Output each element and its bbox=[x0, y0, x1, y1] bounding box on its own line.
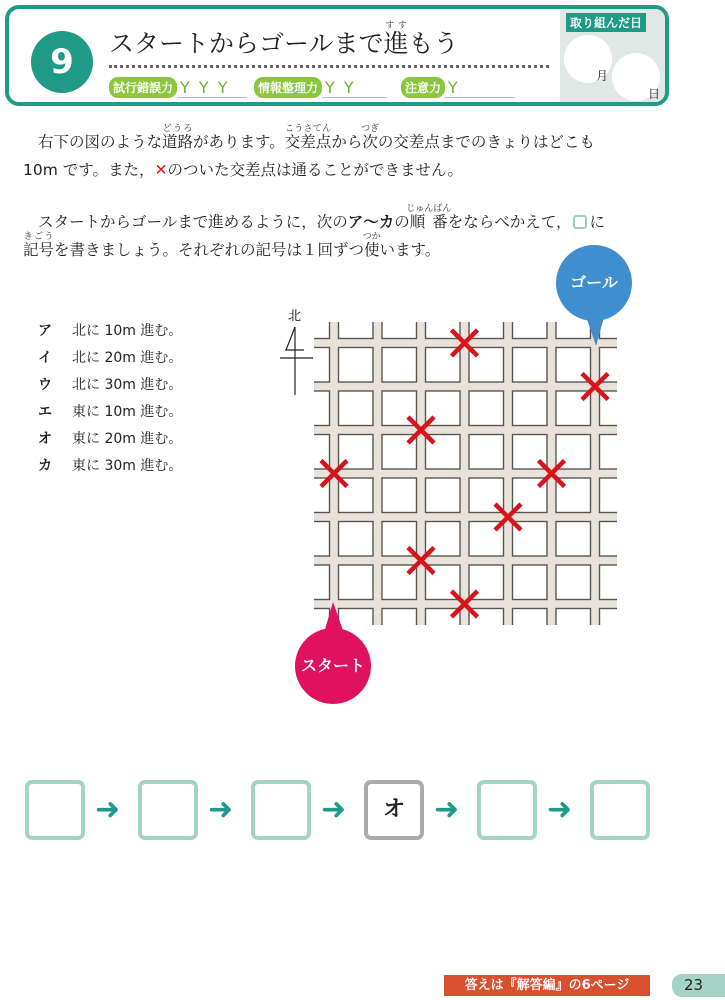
answer-box-1[interactable] bbox=[25, 780, 85, 840]
cross-icon: ✕ bbox=[154, 161, 168, 179]
city-block bbox=[600, 565, 626, 600]
title-ruby: 進すす bbox=[383, 21, 409, 58]
intro-line-1: 右下の図のような道路どうろがあります。交差点こうさてんから次つぎの交差点までのきょりはどこも bbox=[38, 124, 595, 151]
title-text-end: もう bbox=[408, 29, 459, 58]
title-text: スタートからゴールまで bbox=[109, 29, 384, 58]
city-block bbox=[304, 348, 330, 383]
instruction-line-2: 記号きごうを書きましょう。それぞれの記号は１回ずつ使つかいます。 bbox=[23, 232, 441, 259]
arrow-right-icon: ➜ bbox=[95, 792, 121, 827]
day-label: 日 bbox=[648, 87, 661, 101]
city-block bbox=[556, 609, 591, 636]
sprout-icons: Y bbox=[445, 78, 515, 98]
option-item: オ 東に 20m 進む。 bbox=[38, 431, 183, 447]
city-block bbox=[304, 522, 330, 557]
city-block bbox=[382, 348, 417, 383]
city-block bbox=[513, 609, 548, 636]
city-block bbox=[600, 435, 626, 470]
city-block bbox=[304, 391, 330, 426]
arrow-right-icon: ➜ bbox=[321, 792, 347, 827]
arrow-right-icon: ➜ bbox=[547, 792, 573, 827]
answer-reference: 答えは『解答編』の6ページ bbox=[444, 975, 650, 996]
city-block bbox=[600, 609, 626, 636]
answer-box-6[interactable] bbox=[590, 780, 650, 840]
option-item: カ 東に 30m 進む。 bbox=[38, 458, 183, 474]
date-label: 取り組んだ日 bbox=[566, 13, 646, 32]
sprout-icons: Y Y bbox=[322, 78, 387, 98]
city-block bbox=[304, 312, 330, 339]
city-block bbox=[600, 478, 626, 513]
city-block bbox=[469, 435, 504, 470]
skill-trial-error bbox=[109, 77, 247, 98]
skill-label: 試行錯誤力 bbox=[109, 77, 177, 98]
answer-box-5[interactable] bbox=[477, 780, 537, 840]
north-arrow-icon bbox=[280, 327, 313, 395]
skill-label: 注意力 bbox=[401, 77, 445, 98]
city-block bbox=[382, 609, 417, 636]
option-item: イ 北に 20m 進む。 bbox=[38, 350, 183, 366]
city-block bbox=[426, 478, 461, 513]
instruction-line-1: スタートからゴールまで進めるように，次のア～カの順番じゅんばんをならべかえて， に bbox=[38, 204, 605, 231]
dotted-divider bbox=[109, 65, 549, 68]
arrow-right-icon: ➜ bbox=[434, 792, 460, 827]
city-block bbox=[513, 312, 548, 339]
answer-box-3[interactable] bbox=[251, 780, 311, 840]
city-block bbox=[513, 348, 548, 383]
sprout-icons: Y Y Y bbox=[177, 78, 247, 98]
skill-info-organize bbox=[254, 77, 387, 98]
city-block bbox=[339, 348, 374, 383]
intro-line-2: 10m です。また，✕のついた交差点は通ることができません。 bbox=[23, 161, 463, 179]
city-block bbox=[304, 565, 330, 600]
city-block bbox=[469, 391, 504, 426]
skill-label: 情報整理力 bbox=[254, 77, 322, 98]
month-label: 月 bbox=[596, 69, 609, 83]
city-block bbox=[382, 478, 417, 513]
city-block bbox=[382, 312, 417, 339]
option-item: ウ 北に 30m 進む。 bbox=[38, 377, 183, 393]
city-block bbox=[556, 565, 591, 600]
answer-box-4-given: オ bbox=[364, 780, 424, 840]
road-grid-map bbox=[280, 300, 625, 640]
north-label: 北 bbox=[288, 309, 302, 324]
city-block bbox=[339, 522, 374, 557]
city-block bbox=[513, 565, 548, 600]
lesson-title bbox=[109, 21, 459, 60]
city-block bbox=[339, 391, 374, 426]
city-block bbox=[513, 391, 548, 426]
answer-box-2[interactable] bbox=[138, 780, 198, 840]
city-block bbox=[556, 522, 591, 557]
option-item: ア 北に 10m 進む。 bbox=[38, 323, 183, 339]
option-item: エ 東に 10m 進む。 bbox=[38, 404, 183, 420]
city-block bbox=[339, 565, 374, 600]
lesson-header bbox=[5, 5, 669, 106]
answer-box-icon bbox=[573, 215, 587, 229]
page-number: 23 bbox=[672, 974, 725, 997]
city-block bbox=[339, 312, 374, 339]
city-block bbox=[600, 522, 626, 557]
date-panel bbox=[560, 9, 665, 102]
lesson-number: 9 bbox=[31, 31, 93, 93]
move-options-list bbox=[38, 318, 182, 480]
skill-attention bbox=[401, 77, 515, 98]
arrow-right-icon: ➜ bbox=[208, 792, 234, 827]
